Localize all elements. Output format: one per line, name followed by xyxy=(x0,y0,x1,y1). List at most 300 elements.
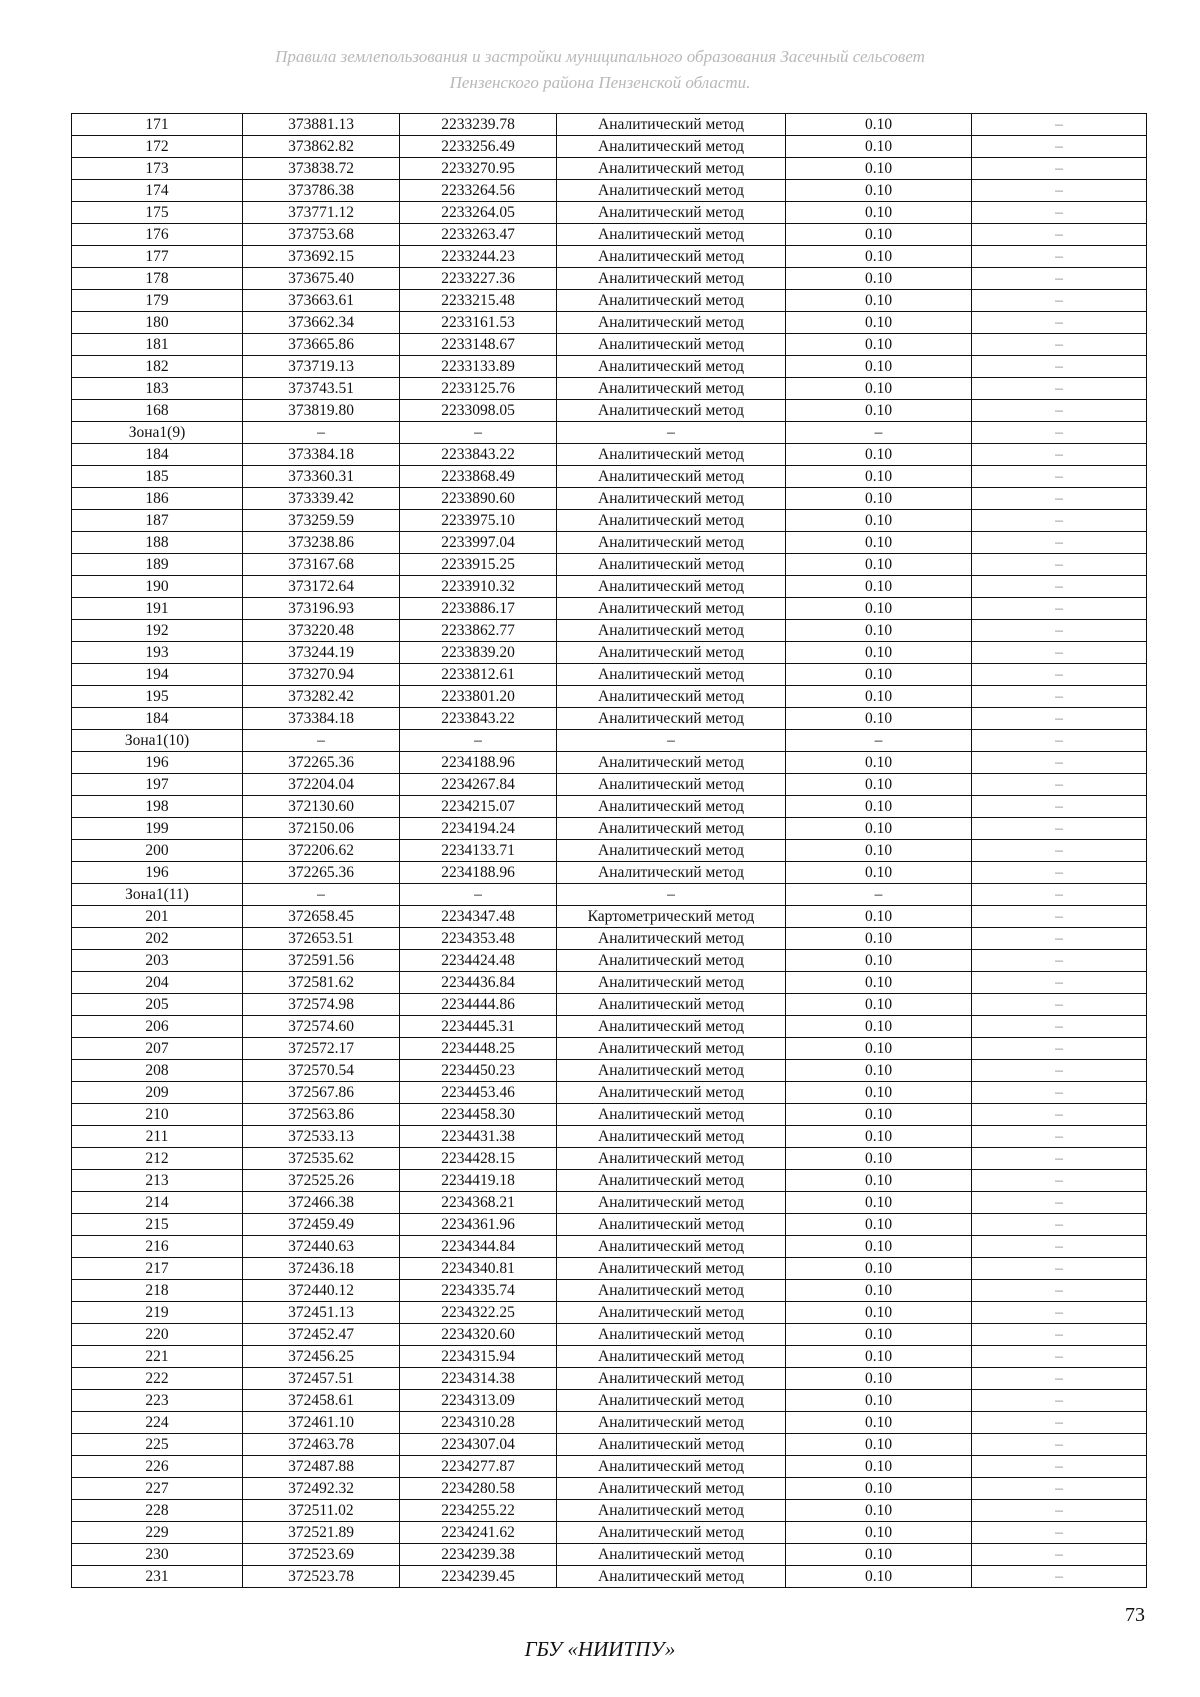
y-coordinate-cell: 2233215.48 xyxy=(400,290,557,312)
accuracy-cell: 0.10 xyxy=(786,1434,972,1456)
point-number-cell: 191 xyxy=(72,598,243,620)
y-coordinate-cell: – xyxy=(400,884,557,906)
header-line-1: Правила землепользования и застройки муниципального образования Засечный сельсовет xyxy=(275,47,925,66)
point-number-cell: 199 xyxy=(72,818,243,840)
x-coordinate-cell: 372204.04 xyxy=(243,774,400,796)
description-cell: – xyxy=(972,818,1147,840)
description-cell: – xyxy=(972,928,1147,950)
accuracy-cell: 0.10 xyxy=(786,136,972,158)
x-coordinate-cell: 372458.61 xyxy=(243,1390,400,1412)
method-cell: Аналитический метод xyxy=(557,400,786,422)
point-number-cell: 210 xyxy=(72,1104,243,1126)
method-cell: Аналитический метод xyxy=(557,1148,786,1170)
table-row xyxy=(72,1038,1147,1060)
method-cell: Аналитический метод xyxy=(557,1368,786,1390)
x-coordinate-cell: 372581.62 xyxy=(243,972,400,994)
x-coordinate-cell: 373753.68 xyxy=(243,224,400,246)
x-coordinate-cell: 372563.86 xyxy=(243,1104,400,1126)
point-number-cell: 188 xyxy=(72,532,243,554)
description-cell: – xyxy=(972,532,1147,554)
x-coordinate-cell: 373282.42 xyxy=(243,686,400,708)
accuracy-cell: 0.10 xyxy=(786,686,972,708)
x-coordinate-cell: 373786.38 xyxy=(243,180,400,202)
x-coordinate-cell: 373339.42 xyxy=(243,488,400,510)
description-cell: – xyxy=(972,1236,1147,1258)
x-coordinate-cell: 372459.49 xyxy=(243,1214,400,1236)
table-row xyxy=(72,158,1147,180)
accuracy-cell: 0.10 xyxy=(786,1412,972,1434)
method-cell: Аналитический метод xyxy=(557,1324,786,1346)
y-coordinate-cell: 2233270.95 xyxy=(400,158,557,180)
x-coordinate-cell: 373238.86 xyxy=(243,532,400,554)
x-coordinate-cell: 372658.45 xyxy=(243,906,400,928)
method-cell: Аналитический метод xyxy=(557,1192,786,1214)
table-row xyxy=(72,1192,1147,1214)
x-coordinate-cell: 372535.62 xyxy=(243,1148,400,1170)
table-row xyxy=(72,400,1147,422)
table-row xyxy=(72,1060,1147,1082)
description-cell: – xyxy=(972,1434,1147,1456)
y-coordinate-cell: 2234428.15 xyxy=(400,1148,557,1170)
x-coordinate-cell: 373196.93 xyxy=(243,598,400,620)
accuracy-cell: 0.10 xyxy=(786,928,972,950)
description-cell: – xyxy=(972,1104,1147,1126)
point-number-cell: 176 xyxy=(72,224,243,246)
table-row xyxy=(72,708,1147,730)
point-number-cell: 209 xyxy=(72,1082,243,1104)
table-row xyxy=(72,818,1147,840)
x-coordinate-cell: 372440.12 xyxy=(243,1280,400,1302)
accuracy-cell: 0.10 xyxy=(786,180,972,202)
table-row xyxy=(72,1500,1147,1522)
method-cell: Аналитический метод xyxy=(557,1126,786,1148)
y-coordinate-cell: 2234353.48 xyxy=(400,928,557,950)
table-row xyxy=(72,312,1147,334)
table-row xyxy=(72,488,1147,510)
description-cell: – xyxy=(972,246,1147,268)
description-cell: – xyxy=(972,1082,1147,1104)
table-row xyxy=(72,356,1147,378)
point-number-cell: 223 xyxy=(72,1390,243,1412)
description-cell: – xyxy=(972,598,1147,620)
method-cell: Аналитический метод xyxy=(557,642,786,664)
method-cell: Аналитический метод xyxy=(557,1016,786,1038)
description-cell: – xyxy=(972,202,1147,224)
description-cell: – xyxy=(972,950,1147,972)
point-number-cell: 173 xyxy=(72,158,243,180)
table-row xyxy=(72,686,1147,708)
description-cell: – xyxy=(972,1258,1147,1280)
method-cell: Аналитический метод xyxy=(557,1214,786,1236)
table-row xyxy=(72,1522,1147,1544)
description-cell: – xyxy=(972,488,1147,510)
point-number-cell: 219 xyxy=(72,1302,243,1324)
x-coordinate-cell: 372570.54 xyxy=(243,1060,400,1082)
table-row xyxy=(72,1170,1147,1192)
description-cell: – xyxy=(972,400,1147,422)
description-cell: – xyxy=(972,774,1147,796)
method-cell: Аналитический метод xyxy=(557,334,786,356)
y-coordinate-cell: 2233843.22 xyxy=(400,444,557,466)
accuracy-cell: 0.10 xyxy=(786,1456,972,1478)
description-cell: – xyxy=(972,1302,1147,1324)
coordinates-table xyxy=(71,113,1147,1588)
method-cell: Аналитический метод xyxy=(557,554,786,576)
y-coordinate-cell: 2233886.17 xyxy=(400,598,557,620)
table-row xyxy=(72,884,1147,906)
y-coordinate-cell: 2233868.49 xyxy=(400,466,557,488)
x-coordinate-cell: 372463.78 xyxy=(243,1434,400,1456)
point-number-cell: 229 xyxy=(72,1522,243,1544)
point-number-cell: 205 xyxy=(72,994,243,1016)
description-cell: – xyxy=(972,664,1147,686)
table-row xyxy=(72,1390,1147,1412)
x-coordinate-cell: 372572.17 xyxy=(243,1038,400,1060)
accuracy-cell: 0.10 xyxy=(786,488,972,510)
x-coordinate-cell: 372521.89 xyxy=(243,1522,400,1544)
method-cell: Аналитический метод xyxy=(557,994,786,1016)
description-cell: – xyxy=(972,1566,1147,1588)
header-line-2: Пензенского района Пензенской области. xyxy=(449,73,751,92)
accuracy-cell: 0.10 xyxy=(786,466,972,488)
table-row xyxy=(72,1544,1147,1566)
method-cell: Аналитический метод xyxy=(557,620,786,642)
table-row xyxy=(72,114,1147,136)
x-coordinate-cell: 373862.82 xyxy=(243,136,400,158)
point-number-cell: 184 xyxy=(72,708,243,730)
y-coordinate-cell: 2234310.28 xyxy=(400,1412,557,1434)
y-coordinate-cell: 2233148.67 xyxy=(400,334,557,356)
accuracy-cell: 0.10 xyxy=(786,1390,972,1412)
y-coordinate-cell: 2234419.18 xyxy=(400,1170,557,1192)
y-coordinate-cell: 2233227.36 xyxy=(400,268,557,290)
x-coordinate-cell: 372206.62 xyxy=(243,840,400,862)
accuracy-cell: 0.10 xyxy=(786,1236,972,1258)
point-number-cell: 177 xyxy=(72,246,243,268)
y-coordinate-cell: 2234267.84 xyxy=(400,774,557,796)
point-number-cell: 217 xyxy=(72,1258,243,1280)
x-coordinate-cell: 372567.86 xyxy=(243,1082,400,1104)
point-number-cell: 181 xyxy=(72,334,243,356)
point-number-cell: 172 xyxy=(72,136,243,158)
method-cell: Картометрический метод xyxy=(557,906,786,928)
description-cell: – xyxy=(972,576,1147,598)
y-coordinate-cell: 2233264.56 xyxy=(400,180,557,202)
accuracy-cell: 0.10 xyxy=(786,994,972,1016)
method-cell: Аналитический метод xyxy=(557,356,786,378)
accuracy-cell: 0.10 xyxy=(786,1060,972,1082)
y-coordinate-cell: 2234361.96 xyxy=(400,1214,557,1236)
method-cell: Аналитический метод xyxy=(557,268,786,290)
x-coordinate-cell: 373244.19 xyxy=(243,642,400,664)
y-coordinate-cell: 2234314.38 xyxy=(400,1368,557,1390)
accuracy-cell: 0.10 xyxy=(786,312,972,334)
method-cell: Аналитический метод xyxy=(557,202,786,224)
point-number-cell: 168 xyxy=(72,400,243,422)
accuracy-cell: 0.10 xyxy=(786,840,972,862)
y-coordinate-cell: 2234436.84 xyxy=(400,972,557,994)
method-cell: Аналитический метод xyxy=(557,1390,786,1412)
y-coordinate-cell: 2234368.21 xyxy=(400,1192,557,1214)
x-coordinate-cell: 373743.51 xyxy=(243,378,400,400)
method-cell: Аналитический метод xyxy=(557,774,786,796)
method-cell: Аналитический метод xyxy=(557,576,786,598)
method-cell: Аналитический метод xyxy=(557,378,786,400)
description-cell: – xyxy=(972,1456,1147,1478)
x-coordinate-cell: 372150.06 xyxy=(243,818,400,840)
description-cell: – xyxy=(972,1148,1147,1170)
table-row xyxy=(72,620,1147,642)
point-number-cell: 185 xyxy=(72,466,243,488)
accuracy-cell: 0.10 xyxy=(786,532,972,554)
accuracy-cell: 0.10 xyxy=(786,378,972,400)
accuracy-cell: 0.10 xyxy=(786,510,972,532)
description-cell: – xyxy=(972,906,1147,928)
y-coordinate-cell: 2234239.45 xyxy=(400,1566,557,1588)
y-coordinate-cell: 2233862.77 xyxy=(400,620,557,642)
table-row xyxy=(72,1280,1147,1302)
y-coordinate-cell: 2233161.53 xyxy=(400,312,557,334)
method-cell: Аналитический метод xyxy=(557,1478,786,1500)
accuracy-cell: – xyxy=(786,884,972,906)
accuracy-cell: 0.10 xyxy=(786,1478,972,1500)
point-number-cell: 230 xyxy=(72,1544,243,1566)
x-coordinate-cell: 372440.63 xyxy=(243,1236,400,1258)
y-coordinate-cell: 2234280.58 xyxy=(400,1478,557,1500)
table-row xyxy=(72,752,1147,774)
point-number-cell: 227 xyxy=(72,1478,243,1500)
accuracy-cell: 0.10 xyxy=(786,642,972,664)
point-number-cell: 175 xyxy=(72,202,243,224)
point-number-cell: 231 xyxy=(72,1566,243,1588)
description-cell: – xyxy=(972,1412,1147,1434)
method-cell: Аналитический метод xyxy=(557,972,786,994)
y-coordinate-cell: 2233910.32 xyxy=(400,576,557,598)
description-cell: – xyxy=(972,1280,1147,1302)
method-cell: Аналитический метод xyxy=(557,1412,786,1434)
table-row xyxy=(72,1148,1147,1170)
y-coordinate-cell: 2234239.38 xyxy=(400,1544,557,1566)
x-coordinate-cell: 373167.68 xyxy=(243,554,400,576)
x-coordinate-cell: 373838.72 xyxy=(243,158,400,180)
description-cell: – xyxy=(972,180,1147,202)
y-coordinate-cell: 2234444.86 xyxy=(400,994,557,1016)
accuracy-cell: 0.10 xyxy=(786,1192,972,1214)
y-coordinate-cell: 2234320.60 xyxy=(400,1324,557,1346)
y-coordinate-cell: 2233997.04 xyxy=(400,532,557,554)
y-coordinate-cell: 2234133.71 xyxy=(400,840,557,862)
accuracy-cell: 0.10 xyxy=(786,818,972,840)
table-row xyxy=(72,180,1147,202)
method-cell: – xyxy=(557,884,786,906)
x-coordinate-cell: 372523.69 xyxy=(243,1544,400,1566)
y-coordinate-cell: 2233244.23 xyxy=(400,246,557,268)
point-number-cell: 214 xyxy=(72,1192,243,1214)
description-cell: – xyxy=(972,1060,1147,1082)
table-row xyxy=(72,730,1147,752)
method-cell: – xyxy=(557,422,786,444)
point-number-cell: 192 xyxy=(72,620,243,642)
table-row xyxy=(72,444,1147,466)
y-coordinate-cell: 2233812.61 xyxy=(400,664,557,686)
description-cell: – xyxy=(972,1368,1147,1390)
description-cell: – xyxy=(972,620,1147,642)
x-coordinate-cell: 372451.13 xyxy=(243,1302,400,1324)
accuracy-cell: 0.10 xyxy=(786,664,972,686)
point-number-cell: 216 xyxy=(72,1236,243,1258)
method-cell: Аналитический метод xyxy=(557,1456,786,1478)
description-cell: – xyxy=(972,1324,1147,1346)
method-cell: Аналитический метод xyxy=(557,796,786,818)
description-cell: – xyxy=(972,378,1147,400)
accuracy-cell: 0.10 xyxy=(786,1346,972,1368)
x-coordinate-cell: 372574.98 xyxy=(243,994,400,1016)
point-number-cell: 206 xyxy=(72,1016,243,1038)
x-coordinate-cell: 372653.51 xyxy=(243,928,400,950)
method-cell: Аналитический метод xyxy=(557,1302,786,1324)
x-coordinate-cell: 372466.38 xyxy=(243,1192,400,1214)
table-row xyxy=(72,1258,1147,1280)
x-coordinate-cell: 372456.25 xyxy=(243,1346,400,1368)
x-coordinate-cell: 372591.56 xyxy=(243,950,400,972)
x-coordinate-cell: 373771.12 xyxy=(243,202,400,224)
accuracy-cell: 0.10 xyxy=(786,906,972,928)
accuracy-cell: 0.10 xyxy=(786,268,972,290)
accuracy-cell: 0.10 xyxy=(786,972,972,994)
accuracy-cell: 0.10 xyxy=(786,114,972,136)
point-number-cell: 218 xyxy=(72,1280,243,1302)
accuracy-cell: 0.10 xyxy=(786,290,972,312)
description-cell: – xyxy=(972,312,1147,334)
table-row xyxy=(72,532,1147,554)
method-cell: Аналитический метод xyxy=(557,840,786,862)
table-row xyxy=(72,1346,1147,1368)
method-cell: Аналитический метод xyxy=(557,444,786,466)
accuracy-cell: 0.10 xyxy=(786,444,972,466)
accuracy-cell: 0.10 xyxy=(786,400,972,422)
point-number-cell: 212 xyxy=(72,1148,243,1170)
description-cell: – xyxy=(972,334,1147,356)
method-cell: Аналитический метод xyxy=(557,1434,786,1456)
x-coordinate-cell: 373663.61 xyxy=(243,290,400,312)
point-number-cell: 211 xyxy=(72,1126,243,1148)
accuracy-cell: 0.10 xyxy=(786,774,972,796)
point-number-cell: 204 xyxy=(72,972,243,994)
description-cell: – xyxy=(972,1038,1147,1060)
table-row xyxy=(72,510,1147,532)
x-coordinate-cell: 373692.15 xyxy=(243,246,400,268)
y-coordinate-cell: 2234335.74 xyxy=(400,1280,557,1302)
point-number-cell: 228 xyxy=(72,1500,243,1522)
method-cell: Аналитический метод xyxy=(557,1346,786,1368)
point-number-cell: Зона1(11) xyxy=(72,884,243,906)
accuracy-cell: 0.10 xyxy=(786,1126,972,1148)
table-row xyxy=(72,862,1147,884)
y-coordinate-cell: 2234277.87 xyxy=(400,1456,557,1478)
method-cell: Аналитический метод xyxy=(557,1082,786,1104)
table-row xyxy=(72,466,1147,488)
table-row xyxy=(72,1126,1147,1148)
table-row xyxy=(72,290,1147,312)
y-coordinate-cell: 2234215.07 xyxy=(400,796,557,818)
accuracy-cell: 0.10 xyxy=(786,598,972,620)
description-cell: – xyxy=(972,1500,1147,1522)
method-cell: Аналитический метод xyxy=(557,708,786,730)
point-number-cell: 201 xyxy=(72,906,243,928)
accuracy-cell: – xyxy=(786,422,972,444)
x-coordinate-cell: 372452.47 xyxy=(243,1324,400,1346)
accuracy-cell: 0.10 xyxy=(786,1324,972,1346)
table-row xyxy=(72,642,1147,664)
accuracy-cell: 0.10 xyxy=(786,796,972,818)
table-row xyxy=(72,422,1147,444)
description-cell: – xyxy=(972,752,1147,774)
table-row xyxy=(72,950,1147,972)
table-row xyxy=(72,378,1147,400)
description-cell: – xyxy=(972,1192,1147,1214)
method-cell: Аналитический метод xyxy=(557,686,786,708)
table-row xyxy=(72,1566,1147,1588)
accuracy-cell: 0.10 xyxy=(786,1170,972,1192)
y-coordinate-cell: 2233839.20 xyxy=(400,642,557,664)
table-row xyxy=(72,1082,1147,1104)
point-number-cell: 197 xyxy=(72,774,243,796)
x-coordinate-cell: 372523.78 xyxy=(243,1566,400,1588)
method-cell: Аналитический метод xyxy=(557,180,786,202)
description-cell: – xyxy=(972,708,1147,730)
x-coordinate-cell: 372533.13 xyxy=(243,1126,400,1148)
point-number-cell: 208 xyxy=(72,1060,243,1082)
method-cell: Аналитический метод xyxy=(557,1236,786,1258)
x-coordinate-cell: 372487.88 xyxy=(243,1456,400,1478)
x-coordinate-cell: 373719.13 xyxy=(243,356,400,378)
point-number-cell: 174 xyxy=(72,180,243,202)
method-cell: Аналитический метод xyxy=(557,1280,786,1302)
x-coordinate-cell: 373675.40 xyxy=(243,268,400,290)
accuracy-cell: 0.10 xyxy=(786,1148,972,1170)
table-row xyxy=(72,576,1147,598)
point-number-cell: 200 xyxy=(72,840,243,862)
table-row xyxy=(72,202,1147,224)
accuracy-cell: 0.10 xyxy=(786,1500,972,1522)
point-number-cell: 215 xyxy=(72,1214,243,1236)
description-cell: – xyxy=(972,554,1147,576)
x-coordinate-cell: 373881.13 xyxy=(243,114,400,136)
x-coordinate-cell: 372511.02 xyxy=(243,1500,400,1522)
x-coordinate-cell: 372574.60 xyxy=(243,1016,400,1038)
description-cell: – xyxy=(972,224,1147,246)
table-row xyxy=(72,906,1147,928)
table-row xyxy=(72,598,1147,620)
table-row xyxy=(72,1324,1147,1346)
point-number-cell: 198 xyxy=(72,796,243,818)
accuracy-cell: 0.10 xyxy=(786,1544,972,1566)
description-cell: – xyxy=(972,1170,1147,1192)
accuracy-cell: 0.10 xyxy=(786,1566,972,1588)
method-cell: Аналитический метод xyxy=(557,1522,786,1544)
method-cell: Аналитический метод xyxy=(557,598,786,620)
y-coordinate-cell: 2234347.48 xyxy=(400,906,557,928)
x-coordinate-cell: 373662.34 xyxy=(243,312,400,334)
y-coordinate-cell: 2234188.96 xyxy=(400,862,557,884)
description-cell: – xyxy=(972,1478,1147,1500)
point-number-cell: 225 xyxy=(72,1434,243,1456)
method-cell: Аналитический метод xyxy=(557,114,786,136)
description-cell: – xyxy=(972,686,1147,708)
accuracy-cell: 0.10 xyxy=(786,158,972,180)
y-coordinate-cell: – xyxy=(400,422,557,444)
x-coordinate-cell: 373360.31 xyxy=(243,466,400,488)
